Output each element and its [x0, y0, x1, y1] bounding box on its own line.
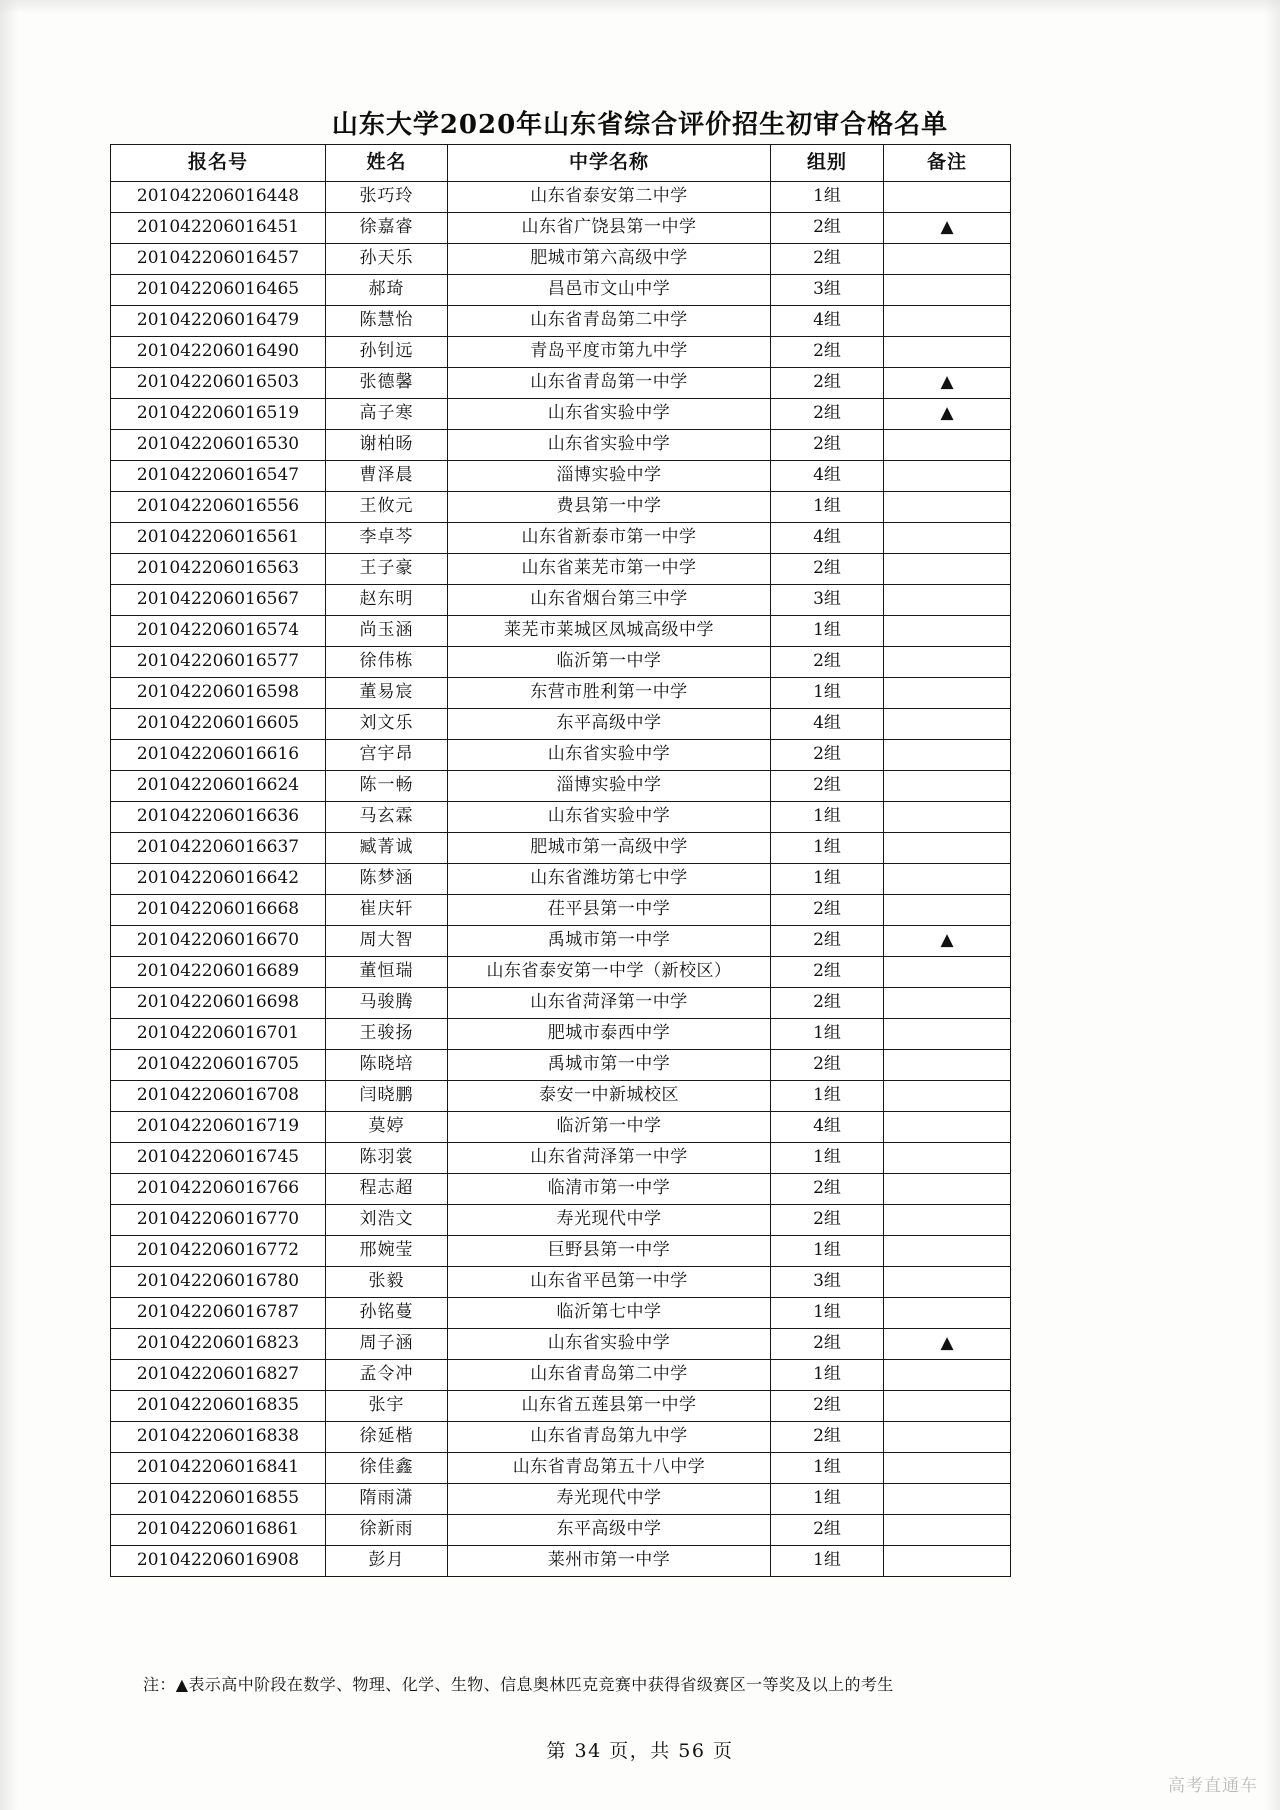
cell-remark — [884, 1112, 1011, 1143]
table-row — [111, 399, 1011, 430]
cell-registration-number: 201042206016616 — [111, 740, 326, 771]
cell-student-name: 崔庆轩 — [326, 895, 448, 926]
cell-group: 4组 — [771, 709, 884, 740]
cell-school-name: 莱芜市莱城区凤城高级中学 — [448, 616, 771, 647]
cell-student-name: 陈慧怡 — [326, 306, 448, 337]
table-row — [111, 833, 1011, 864]
cell-school-name: 东平高级中学 — [448, 709, 771, 740]
roster-table — [110, 144, 1011, 1577]
award-triangle-icon: ▲ — [940, 1333, 954, 1354]
cell-group: 2组 — [771, 895, 884, 926]
cell-remark — [884, 244, 1011, 275]
cell-group: 2组 — [771, 1329, 884, 1360]
cell-school-name: 淄博实验中学 — [448, 461, 771, 492]
cell-student-name: 孟令冲 — [326, 1360, 448, 1391]
cell-school-name: 临沂第一中学 — [448, 1112, 771, 1143]
cell-student-name: 尚玉涵 — [326, 616, 448, 647]
cell-student-name: 徐嘉睿 — [326, 213, 448, 244]
cell-school-name: 寿光现代中学 — [448, 1484, 771, 1515]
cell-remark — [884, 1422, 1011, 1453]
cell-school-name: 山东省烟台第三中学 — [448, 585, 771, 616]
cell-group: 1组 — [771, 492, 884, 523]
table-row — [111, 1143, 1011, 1174]
cell-student-name: 刘浩文 — [326, 1205, 448, 1236]
table-row — [111, 616, 1011, 647]
cell-student-name: 臧菁诚 — [326, 833, 448, 864]
cell-school-name: 临沂第七中学 — [448, 1298, 771, 1329]
cell-registration-number: 201042206016745 — [111, 1143, 326, 1174]
table-row — [111, 647, 1011, 678]
cell-remark — [884, 1360, 1011, 1391]
cell-remark — [884, 1174, 1011, 1205]
page-number-footer: 第 34 页，共 56 页 — [546, 1740, 734, 1762]
cell-remark — [884, 337, 1011, 368]
cell-remark — [884, 1546, 1011, 1577]
cell-remark — [884, 306, 1011, 337]
cell-group: 2组 — [771, 430, 884, 461]
cell-group: 2组 — [771, 1050, 884, 1081]
cell-registration-number: 201042206016780 — [111, 1267, 326, 1298]
table-row — [111, 1298, 1011, 1329]
cell-group: 1组 — [771, 616, 884, 647]
cell-registration-number: 201042206016563 — [111, 554, 326, 585]
cell-remark — [884, 1205, 1011, 1236]
scan-edge-left — [0, 0, 18, 1810]
cell-registration-number: 201042206016530 — [111, 430, 326, 461]
cell-registration-number: 201042206016835 — [111, 1391, 326, 1422]
cell-school-name: 禹城市第一中学 — [448, 926, 771, 957]
cell-group: 2组 — [771, 926, 884, 957]
cell-group: 1组 — [771, 864, 884, 895]
cell-student-name: 高子寒 — [326, 399, 448, 430]
cell-group: 4组 — [771, 523, 884, 554]
cell-student-name: 刘文乐 — [326, 709, 448, 740]
cell-school-name: 莱州市第一中学 — [448, 1546, 771, 1577]
cell-remark — [884, 554, 1011, 585]
cell-school-name: 寿光现代中学 — [448, 1205, 771, 1236]
cell-student-name: 隋雨潇 — [326, 1484, 448, 1515]
cell-group: 1组 — [771, 1019, 884, 1050]
table-row — [111, 585, 1011, 616]
table-row — [111, 1112, 1011, 1143]
cell-remark — [884, 1298, 1011, 1329]
cell-school-name: 山东省青岛第一中学 — [448, 368, 771, 399]
cell-student-name: 王子豪 — [326, 554, 448, 585]
cell-student-name: 董易宸 — [326, 678, 448, 709]
table-row — [111, 1329, 1011, 1360]
table-row — [111, 275, 1011, 306]
cell-remark — [884, 182, 1011, 213]
cell-remark — [884, 1143, 1011, 1174]
cell-registration-number: 201042206016668 — [111, 895, 326, 926]
cell-group: 1组 — [771, 802, 884, 833]
cell-school-name: 山东省菏泽第一中学 — [448, 988, 771, 1019]
table-row — [111, 1081, 1011, 1112]
cell-student-name: 周子涵 — [326, 1329, 448, 1360]
table-row — [111, 1050, 1011, 1081]
cell-school-name: 东营市胜利第一中学 — [448, 678, 771, 709]
table-row — [111, 368, 1011, 399]
table-row — [111, 1205, 1011, 1236]
cell-school-name: 东平高级中学 — [448, 1515, 771, 1546]
table-row — [111, 957, 1011, 988]
cell-group: 1组 — [771, 1081, 884, 1112]
cell-student-name: 谢柏旸 — [326, 430, 448, 461]
cell-remark — [884, 926, 1011, 957]
cell-remark — [884, 988, 1011, 1019]
cell-registration-number: 201042206016636 — [111, 802, 326, 833]
cell-student-name: 徐伟栋 — [326, 647, 448, 678]
page-title: 山东大学2020年山东省综合评价招生初审合格名单 — [331, 110, 949, 140]
cell-school-name: 山东省五莲县第一中学 — [448, 1391, 771, 1422]
award-triangle-icon: ▲ — [940, 930, 954, 951]
table-row — [111, 1360, 1011, 1391]
cell-student-name: 陈羽裳 — [326, 1143, 448, 1174]
cell-group: 2组 — [771, 1391, 884, 1422]
cell-registration-number: 201042206016827 — [111, 1360, 326, 1391]
cell-student-name: 曹泽晨 — [326, 461, 448, 492]
roster-table-container — [110, 144, 1010, 1577]
cell-registration-number: 201042206016479 — [111, 306, 326, 337]
cell-registration-number: 201042206016451 — [111, 213, 326, 244]
cell-student-name: 陈一畅 — [326, 771, 448, 802]
cell-school-name: 山东省潍坊第七中学 — [448, 864, 771, 895]
cell-remark — [884, 368, 1011, 399]
cell-group: 1组 — [771, 1360, 884, 1391]
cell-registration-number: 201042206016838 — [111, 1422, 326, 1453]
cell-group: 1组 — [771, 182, 884, 213]
cell-registration-number: 201042206016823 — [111, 1329, 326, 1360]
table-row — [111, 306, 1011, 337]
cell-registration-number: 201042206016457 — [111, 244, 326, 275]
cell-group: 4组 — [771, 461, 884, 492]
cell-registration-number: 201042206016787 — [111, 1298, 326, 1329]
cell-group: 1组 — [771, 1143, 884, 1174]
cell-registration-number: 201042206016772 — [111, 1236, 326, 1267]
column-header-group: 组别 — [771, 145, 884, 182]
cell-registration-number: 201042206016503 — [111, 368, 326, 399]
cell-registration-number: 201042206016705 — [111, 1050, 326, 1081]
cell-remark — [884, 616, 1011, 647]
cell-group: 3组 — [771, 275, 884, 306]
cell-student-name: 陈晓培 — [326, 1050, 448, 1081]
table-row — [111, 988, 1011, 1019]
table-row — [111, 771, 1011, 802]
cell-school-name: 昌邑市文山中学 — [448, 275, 771, 306]
table-row — [111, 244, 1011, 275]
cell-remark — [884, 1391, 1011, 1422]
table-body — [111, 182, 1011, 1577]
award-triangle-icon: ▲ — [940, 403, 954, 424]
cell-registration-number: 201042206016598 — [111, 678, 326, 709]
cell-remark — [884, 1081, 1011, 1112]
table-row — [111, 740, 1011, 771]
cell-group: 1组 — [771, 833, 884, 864]
cell-school-name: 茌平县第一中学 — [448, 895, 771, 926]
cell-registration-number: 201042206016637 — [111, 833, 326, 864]
table-row — [111, 1236, 1011, 1267]
cell-remark — [884, 678, 1011, 709]
cell-group: 2组 — [771, 337, 884, 368]
cell-school-name: 青岛平度市第九中学 — [448, 337, 771, 368]
cell-group: 4组 — [771, 1112, 884, 1143]
cell-student-name: 孙铭蔓 — [326, 1298, 448, 1329]
cell-school-name: 费县第一中学 — [448, 492, 771, 523]
cell-student-name: 陈梦涵 — [326, 864, 448, 895]
cell-registration-number: 201042206016577 — [111, 647, 326, 678]
award-triangle-icon: ▲ — [940, 372, 954, 393]
cell-group: 2组 — [771, 771, 884, 802]
cell-group: 1组 — [771, 1298, 884, 1329]
cell-group: 2组 — [771, 1422, 884, 1453]
cell-student-name: 徐佳鑫 — [326, 1453, 448, 1484]
cell-registration-number: 201042206016605 — [111, 709, 326, 740]
cell-remark — [884, 399, 1011, 430]
table-row — [111, 926, 1011, 957]
cell-registration-number: 201042206016766 — [111, 1174, 326, 1205]
cell-student-name: 张巧玲 — [326, 182, 448, 213]
cell-group: 3组 — [771, 1267, 884, 1298]
cell-group: 2组 — [771, 1515, 884, 1546]
cell-student-name: 郝琦 — [326, 275, 448, 306]
table-row — [111, 213, 1011, 244]
table-row — [111, 182, 1011, 213]
cell-school-name: 山东省平邑第一中学 — [448, 1267, 771, 1298]
table-row — [111, 802, 1011, 833]
cell-remark — [884, 833, 1011, 864]
cell-student-name: 董恒瑞 — [326, 957, 448, 988]
table-row — [111, 492, 1011, 523]
cell-school-name: 山东省青岛第九中学 — [448, 1422, 771, 1453]
cell-school-name: 肥城市泰西中学 — [448, 1019, 771, 1050]
cell-remark — [884, 1267, 1011, 1298]
column-header-name: 姓名 — [326, 145, 448, 182]
table-header-row — [111, 145, 1011, 182]
cell-remark — [884, 1050, 1011, 1081]
table-row — [111, 461, 1011, 492]
table-row — [111, 1019, 1011, 1050]
cell-group: 1组 — [771, 678, 884, 709]
cell-remark — [884, 1515, 1011, 1546]
cell-registration-number: 201042206016490 — [111, 337, 326, 368]
cell-remark — [884, 1484, 1011, 1515]
table-row — [111, 430, 1011, 461]
cell-student-name: 王骏扬 — [326, 1019, 448, 1050]
cell-school-name: 泰安一中新城校区 — [448, 1081, 771, 1112]
cell-registration-number: 201042206016861 — [111, 1515, 326, 1546]
cell-student-name: 闫晓鹏 — [326, 1081, 448, 1112]
cell-registration-number: 201042206016574 — [111, 616, 326, 647]
cell-student-name: 彭月 — [326, 1546, 448, 1577]
cell-student-name: 孙天乐 — [326, 244, 448, 275]
table-row — [111, 1391, 1011, 1422]
cell-school-name: 山东省青岛第二中学 — [448, 1360, 771, 1391]
cell-school-name: 山东省莱芜市第一中学 — [448, 554, 771, 585]
cell-student-name: 张毅 — [326, 1267, 448, 1298]
cell-registration-number: 201042206016519 — [111, 399, 326, 430]
cell-student-name: 王攸元 — [326, 492, 448, 523]
cell-student-name: 孙钊远 — [326, 337, 448, 368]
cell-group: 2组 — [771, 957, 884, 988]
column-header-id: 报名号 — [111, 145, 326, 182]
table-row — [111, 523, 1011, 554]
cell-school-name: 山东省新泰市第一中学 — [448, 523, 771, 554]
cell-registration-number: 201042206016624 — [111, 771, 326, 802]
scan-edge-right — [1264, 0, 1280, 1810]
cell-group: 1组 — [771, 1236, 884, 1267]
cell-student-name: 周大智 — [326, 926, 448, 957]
cell-school-name: 山东省广饶县第一中学 — [448, 213, 771, 244]
cell-student-name: 徐新雨 — [326, 1515, 448, 1546]
cell-school-name: 临清市第一中学 — [448, 1174, 771, 1205]
cell-student-name: 程志超 — [326, 1174, 448, 1205]
cell-remark — [884, 492, 1011, 523]
cell-group: 2组 — [771, 740, 884, 771]
cell-registration-number: 201042206016855 — [111, 1484, 326, 1515]
cell-remark — [884, 957, 1011, 988]
cell-school-name: 山东省青岛第二中学 — [448, 306, 771, 337]
cell-school-name: 禹城市第一中学 — [448, 1050, 771, 1081]
cell-student-name: 赵东明 — [326, 585, 448, 616]
cell-school-name: 巨野县第一中学 — [448, 1236, 771, 1267]
cell-school-name: 临沂第一中学 — [448, 647, 771, 678]
cell-registration-number: 201042206016642 — [111, 864, 326, 895]
cell-registration-number: 201042206016701 — [111, 1019, 326, 1050]
cell-student-name: 莫婷 — [326, 1112, 448, 1143]
cell-remark — [884, 709, 1011, 740]
table-row — [111, 1453, 1011, 1484]
cell-student-name: 马骏腾 — [326, 988, 448, 1019]
table-row — [111, 337, 1011, 368]
column-header-note: 备注 — [884, 145, 1011, 182]
cell-remark — [884, 771, 1011, 802]
cell-student-name: 张德馨 — [326, 368, 448, 399]
cell-student-name: 马玄霖 — [326, 802, 448, 833]
column-header-school: 中学名称 — [448, 145, 771, 182]
cell-remark — [884, 430, 1011, 461]
table-row — [111, 864, 1011, 895]
cell-registration-number: 201042206016689 — [111, 957, 326, 988]
scan-edge-top — [0, 0, 1280, 14]
cell-registration-number: 201042206016708 — [111, 1081, 326, 1112]
table-row — [111, 1422, 1011, 1453]
cell-student-name: 徐延楷 — [326, 1422, 448, 1453]
cell-remark — [884, 647, 1011, 678]
cell-school-name: 肥城市第六高级中学 — [448, 244, 771, 275]
cell-remark — [884, 864, 1011, 895]
cell-school-name: 山东省实验中学 — [448, 399, 771, 430]
cell-group: 2组 — [771, 1205, 884, 1236]
table-row — [111, 1515, 1011, 1546]
cell-registration-number: 201042206016556 — [111, 492, 326, 523]
cell-registration-number: 201042206016770 — [111, 1205, 326, 1236]
cell-school-name: 山东省实验中学 — [448, 740, 771, 771]
table-header — [111, 145, 1011, 182]
cell-remark — [884, 740, 1011, 771]
table-row — [111, 1174, 1011, 1205]
cell-remark — [884, 275, 1011, 306]
cell-group: 1组 — [771, 1484, 884, 1515]
cell-school-name: 山东省实验中学 — [448, 430, 771, 461]
cell-school-name: 山东省实验中学 — [448, 802, 771, 833]
cell-group: 2组 — [771, 647, 884, 678]
cell-remark — [884, 1236, 1011, 1267]
table-row — [111, 1267, 1011, 1298]
cell-student-name: 邢婉莹 — [326, 1236, 448, 1267]
cell-remark — [884, 213, 1011, 244]
cell-remark — [884, 1019, 1011, 1050]
cell-group: 1组 — [771, 1453, 884, 1484]
cell-registration-number: 201042206016567 — [111, 585, 326, 616]
cell-remark — [884, 802, 1011, 833]
cell-group: 2组 — [771, 368, 884, 399]
table-row — [111, 678, 1011, 709]
table-row — [111, 709, 1011, 740]
cell-school-name: 山东省泰安第二中学 — [448, 182, 771, 213]
footnote: 注：▲表示高中阶段在数学、物理、化学、生物、信息奥林匹克竞赛中获得省级赛区一等奖及以上的考生 — [143, 1675, 894, 1694]
cell-remark — [884, 585, 1011, 616]
cell-group: 2组 — [771, 399, 884, 430]
cell-school-name: 山东省泰安第一中学（新校区） — [448, 957, 771, 988]
cell-remark — [884, 523, 1011, 554]
cell-group: 2组 — [771, 554, 884, 585]
watermark: 高考直通车 — [1168, 1776, 1258, 1796]
cell-remark — [884, 1453, 1011, 1484]
cell-registration-number: 201042206016908 — [111, 1546, 326, 1577]
cell-student-name: 张宇 — [326, 1391, 448, 1422]
cell-remark — [884, 1329, 1011, 1360]
cell-group: 1组 — [771, 1546, 884, 1577]
cell-registration-number: 201042206016841 — [111, 1453, 326, 1484]
cell-school-name: 淄博实验中学 — [448, 771, 771, 802]
cell-registration-number: 201042206016465 — [111, 275, 326, 306]
cell-school-name: 肥城市第一高级中学 — [448, 833, 771, 864]
cell-student-name: 李卓芩 — [326, 523, 448, 554]
cell-registration-number: 201042206016670 — [111, 926, 326, 957]
cell-registration-number: 201042206016448 — [111, 182, 326, 213]
table-row — [111, 1546, 1011, 1577]
cell-group: 2组 — [771, 244, 884, 275]
cell-registration-number: 201042206016547 — [111, 461, 326, 492]
cell-remark — [884, 895, 1011, 926]
cell-registration-number: 201042206016719 — [111, 1112, 326, 1143]
cell-student-name: 宫宇昂 — [326, 740, 448, 771]
table-row — [111, 1484, 1011, 1515]
cell-group: 2组 — [771, 988, 884, 1019]
cell-group: 2组 — [771, 1174, 884, 1205]
cell-group: 3组 — [771, 585, 884, 616]
award-triangle-icon: ▲ — [940, 217, 954, 238]
cell-group: 2组 — [771, 213, 884, 244]
cell-school-name: 山东省青岛第五十八中学 — [448, 1453, 771, 1484]
cell-group: 4组 — [771, 306, 884, 337]
cell-remark — [884, 461, 1011, 492]
cell-registration-number: 201042206016698 — [111, 988, 326, 1019]
table-row — [111, 895, 1011, 926]
cell-school-name: 山东省菏泽第一中学 — [448, 1143, 771, 1174]
cell-registration-number: 201042206016561 — [111, 523, 326, 554]
cell-school-name: 山东省实验中学 — [448, 1329, 771, 1360]
table-row — [111, 554, 1011, 585]
